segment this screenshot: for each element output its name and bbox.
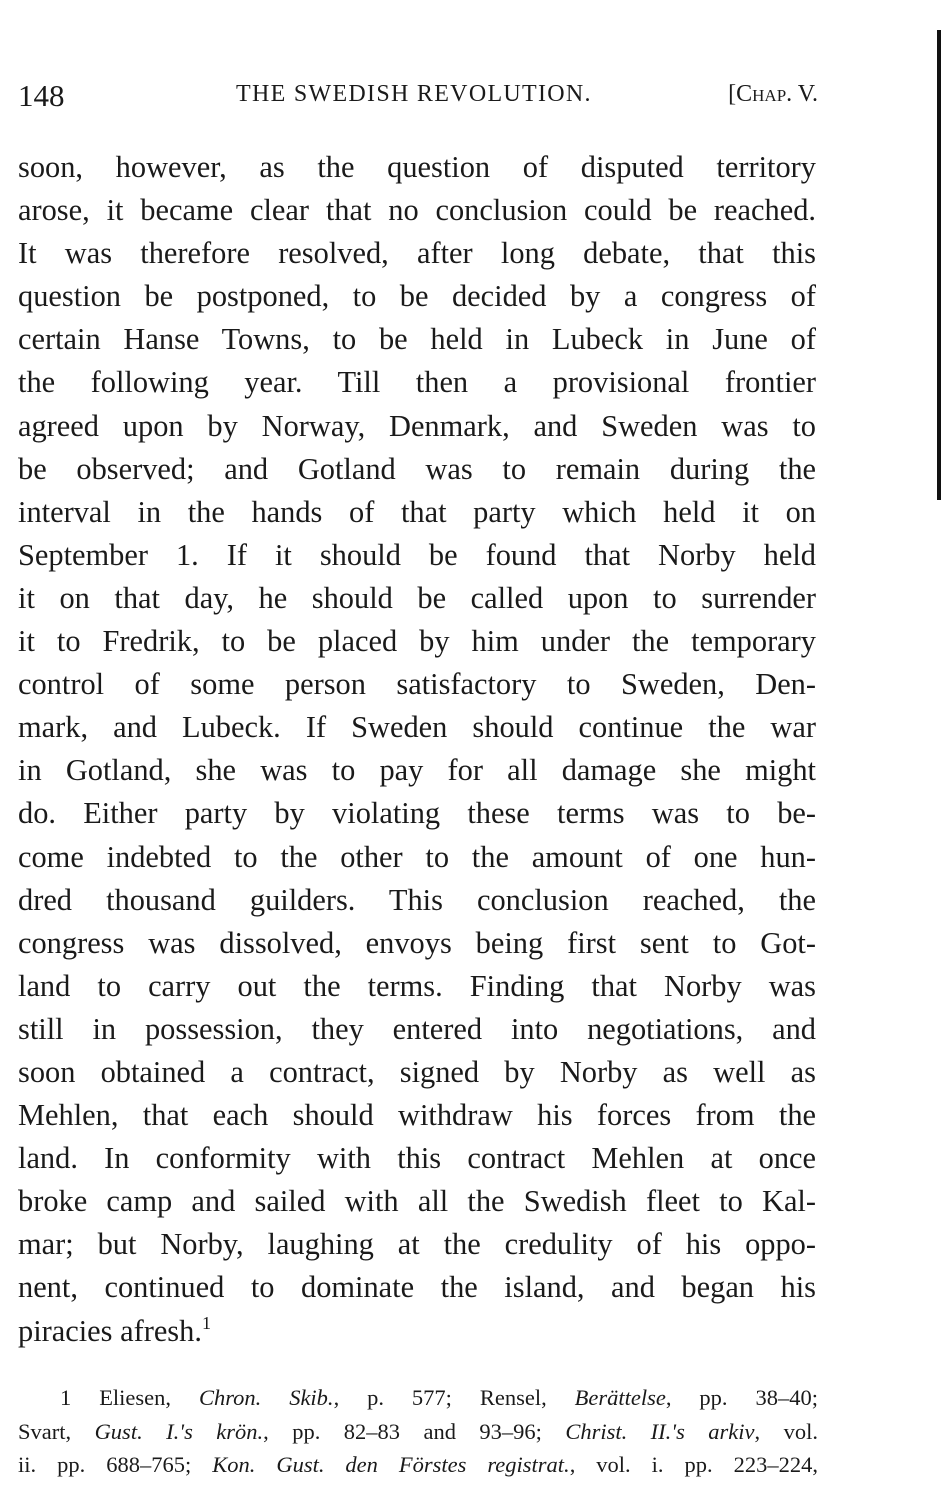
last-line-text: piracies afresh. (18, 1313, 202, 1348)
body-text (18, 146, 816, 1353)
text-line: congress was dissolved, envoys being first sent to Got- (18, 925, 816, 960)
text-line: land. In conformity with this contract Mehlen at once (18, 1141, 816, 1176)
chapter-bracket: [ (728, 81, 737, 107)
chapter-numeral: V. (797, 81, 818, 107)
page-header (18, 78, 818, 118)
text-line: do. Either party by violating these terms was to be- (18, 796, 816, 831)
text-line: agreed upon by Norway, Denmark, and Sweden was to (18, 408, 816, 443)
footnotes (18, 1381, 818, 1482)
text-line: still in possession, they entered into negotiations, and (18, 1011, 816, 1046)
text-line: September 1. If it should be found that Norby held (18, 537, 816, 572)
text-line: come indebted to the other to the amount of one hun- (18, 839, 816, 874)
footnote-citation-title: Berättelse (574, 1385, 666, 1410)
text-line: mar; but Norby, laughing at the credulity of his oppo- (18, 1227, 816, 1262)
text-line: in Gotland, she was to pay for all damage she might (18, 753, 816, 788)
footnote-citation-title: Kon. Gust. den Förstes registrat. (212, 1452, 570, 1478)
text-line: the following year. Till then a provisional frontier (18, 365, 816, 400)
footnote-citation-title: Christ. II.'s arkiv (565, 1418, 755, 1444)
text-line: control of some person satisfactory to Sweden, Den- (18, 667, 816, 702)
text-line: arose, it became clear that no conclusion could be reached. (18, 193, 816, 228)
text-line-last (18, 1310, 816, 1353)
footnote-text: Eliesen, (99, 1385, 199, 1410)
text-line: soon obtained a contract, signed by Norby as well as (18, 1054, 816, 1089)
footnote-text: , vol. i. pp. 223–224, (569, 1452, 818, 1478)
footnote-line (18, 1448, 818, 1482)
text-line: soon, however, as the question of disputed territory (18, 150, 816, 184)
text-line: land to carry out the terms. Finding that Norby was (18, 968, 816, 1003)
footnote-text: , pp. 38–40; (665, 1385, 818, 1410)
text-line: be observed; and Gotland was to remain during the (18, 451, 816, 486)
text-line: certain Hanse Towns, to be held in Lubeck in June of (18, 322, 816, 357)
footnote-citation-title: Chron. Skib. (198, 1385, 334, 1410)
footnote-text: , p. 577; Rensel, (333, 1385, 575, 1410)
page-edge-mark (937, 30, 941, 500)
text-line: question be postponed, to be decided by a congress of (18, 279, 816, 314)
text-line: nent, continued to dominate the island, and began his (18, 1270, 816, 1305)
footnote-text: , pp. 82–83 and 93–96; (263, 1418, 566, 1444)
text-line: interval in the hands of that party which held it on (18, 494, 816, 529)
footnote-text: Svart, (18, 1418, 95, 1444)
text-line: mark, and Lubeck. If Sweden should continue the war (18, 710, 816, 745)
text-line: dred thousand guilders. This conclusion reached, the (18, 882, 816, 917)
footnote-text: , vol. (754, 1418, 818, 1444)
footnote-citation-title: Gust. I.'s krön. (94, 1418, 264, 1444)
text-line: it to Fredrik, to be placed by him under the temporary (18, 624, 816, 659)
footnote-line (18, 1381, 818, 1415)
text-line: Mehlen, that each should withdraw his forces from the (18, 1098, 816, 1133)
footnote-marker: 1 (60, 1385, 72, 1410)
text-line: broke camp and sailed with all the Swedish fleet to Kal- (18, 1184, 816, 1219)
chapter-word: Chap. (736, 81, 793, 107)
footnote-text: ii. pp. 688–765; (18, 1452, 213, 1478)
footnote-line (18, 1415, 818, 1449)
text-line: It was therefore resolved, after long debate, that this (18, 236, 816, 271)
running-title: THE SWEDISH REVOLUTION. (236, 81, 592, 107)
footnote-reference: 1 (201, 1312, 211, 1333)
chapter-label (728, 81, 818, 108)
text-line: it on that day, he should be called upon to surrender (18, 580, 816, 615)
page-number: 148 (18, 78, 65, 113)
